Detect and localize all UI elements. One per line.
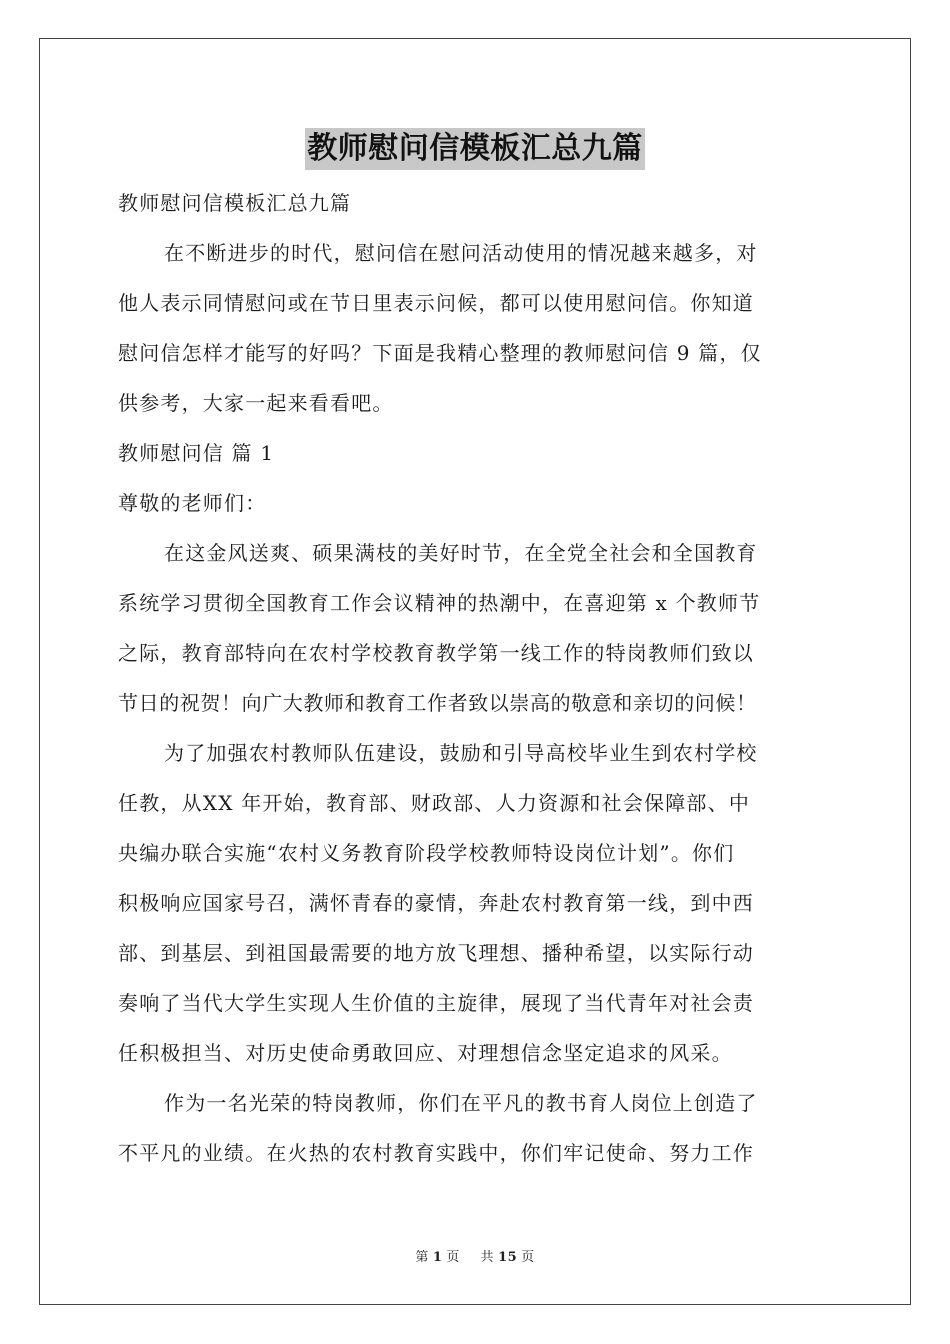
body-line: 供参考，大家一起来看看吧。: [118, 391, 394, 415]
body-line: 任教，从XX 年开始，教育部、财政部、人力资源和社会保障部、中: [118, 791, 751, 815]
body-line: 慰问信怎样才能写的好吗？下面是我精心整理的教师慰问信 9 篇，仅: [118, 341, 762, 365]
salutation: 尊敬的老师们：: [118, 491, 267, 515]
body-line: 作为一名光荣的特岗教师，你们在平凡的教书育人岗位上创造了: [164, 1091, 758, 1115]
section-heading: 教师慰问信 篇 1: [118, 441, 275, 465]
body-line: 任积极担当、对历史使命勇敢回应、对理想信念坚定追求的风采。: [118, 1041, 733, 1065]
body-line: 不平凡的业绩。在火热的农村教育实践中，你们牢记使命、努力工作: [118, 1141, 754, 1165]
body-line: 在这金风送爽、硕果满枝的美好时节，在全党全社会和全国教育: [164, 541, 758, 565]
body-line: 之际，教育部特向在农村学校教育教学第一线工作的特岗教师们致以: [118, 641, 754, 665]
body-line: 他人表示同情慰问或在节日里表示问候，都可以使用慰问信。你知道: [118, 291, 754, 315]
body-line: 部、到基层、到祖国最需要的地方放飞理想、播种希望，以实际行动: [118, 941, 754, 965]
document-title: 教师慰问信模板汇总九篇: [305, 128, 645, 170]
page-number: 第 1 页: [415, 1250, 460, 1265]
body-line: 央编办联合实施“农村义务教育阶段学校教师特设岗位计划”。你们: [118, 841, 735, 865]
body-line: 奏响了当代大学生实现人生价值的主旋律，展现了当代青年对社会责: [118, 991, 754, 1015]
body-line: 节日的祝贺！向广大教师和教育工作者致以崇高的敬意和亲切的问候！: [118, 691, 757, 715]
body-line: 系统学习贯彻全国教育工作会议精神的热潮中，在喜迎第 x 个教师节: [118, 591, 761, 615]
body-line: 积极响应国家号召，满怀青春的豪情，奔赴农村教育第一线，到中西: [118, 891, 754, 915]
body-line: 在不断进步的时代，慰问信在慰问活动使用的情况越来越多，对: [164, 241, 758, 265]
page-total: 共 15 页: [480, 1250, 535, 1265]
document-body: [118, 178, 834, 1178]
body-line: 为了加强农村教师队伍建设，鼓励和引导高校毕业生到农村学校: [164, 741, 758, 765]
page-footer: [0, 1246, 950, 1265]
body-line: 教师慰问信模板汇总九篇: [118, 191, 352, 215]
title-container: [0, 128, 950, 170]
